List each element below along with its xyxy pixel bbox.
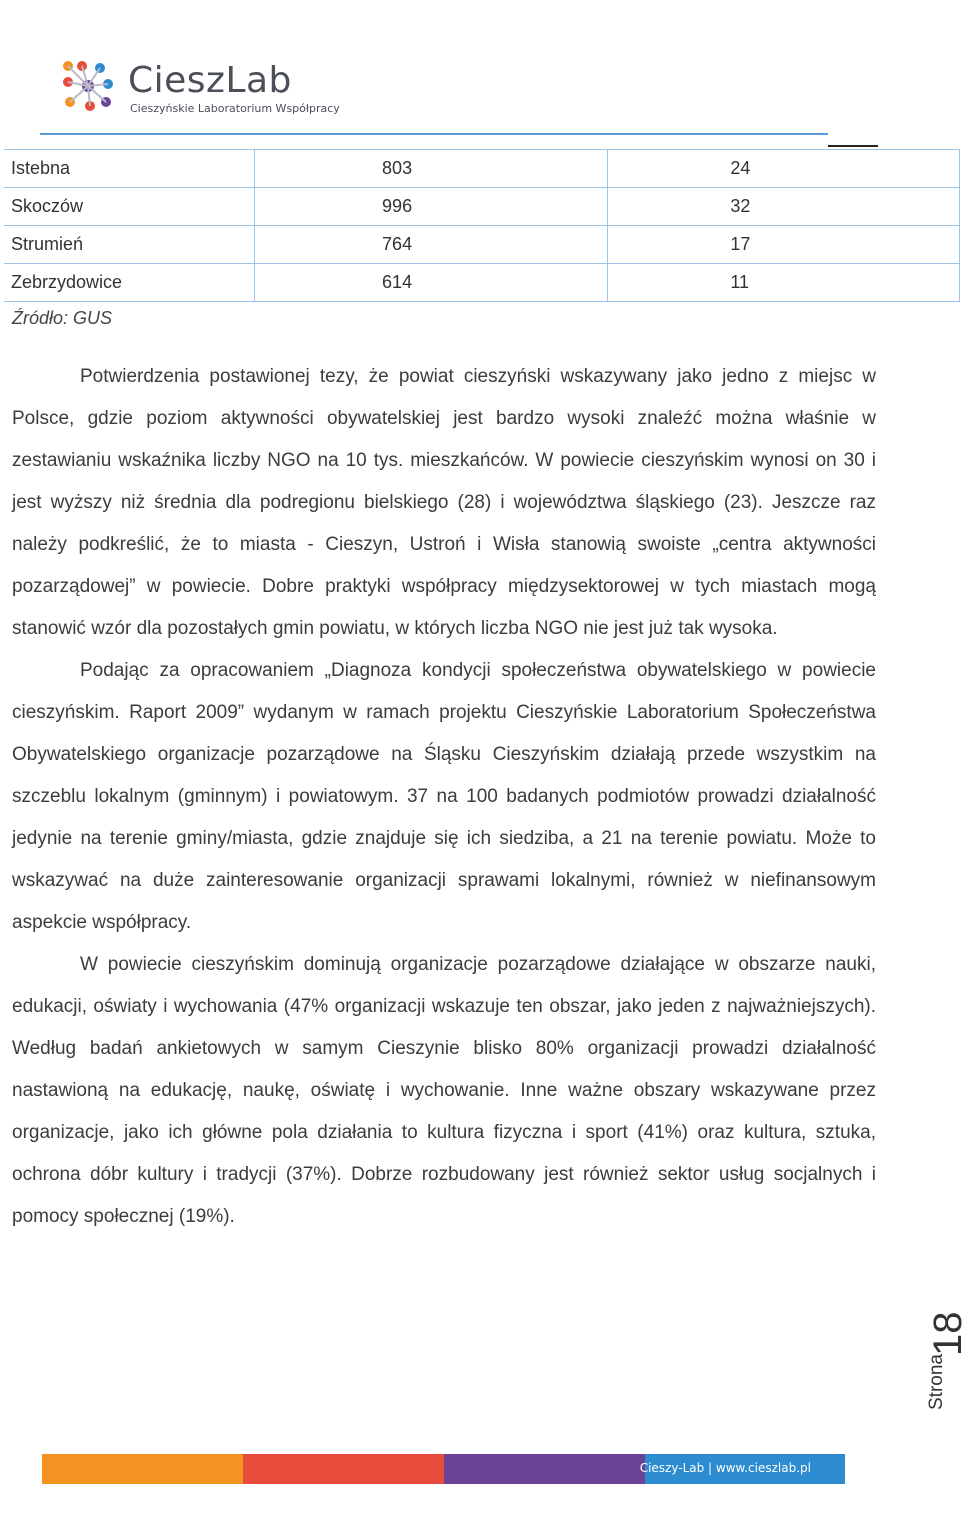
- logo-name: CieszLab: [128, 60, 292, 101]
- footer-text: Cieszy-Lab | www.cieszlab.pl: [639, 1461, 811, 1475]
- footer-segment-orange: [42, 1454, 243, 1484]
- paragraph: Podając za opracowaniem „Diagnoza kondycji społeczeństwa obywatelskiego w powiecie cieszyńskim. Raport 2009” wydanym w ramach projektu Cieszyńskie Laboratorium Społeczeństwa Obywatelskiego organizacje pozarządowe na Śląsku Cieszyńskim działają przede wszystkim na szczeblu lokalnym (gminnym) i powiatowym. 37 na 100 badanych podmiotów prowadzi działalność jedynie na terenie gminy/miasta, gdzie znajduje się ich siedziba, a 21 na terenie powiatu. Może to wskazywać na duże zainteresowanie organizacji sprawami lokalnymi, również w niefinansowym aspekcie współpracy.: [12, 660, 876, 933]
- stats-table: [4, 149, 960, 302]
- cell-value-1: 764: [255, 226, 608, 264]
- footer-segment-red: [243, 1454, 444, 1484]
- logo-tagline: Cieszyńskie Laboratorium Współpracy: [130, 102, 340, 115]
- header-divider-dark: [828, 145, 878, 147]
- cell-value-2: 24: [608, 150, 960, 188]
- cell-value-1: 803: [255, 150, 608, 188]
- table-row: [4, 150, 960, 188]
- footer-bar: [42, 1454, 845, 1484]
- footer-segment-blue: [639, 1454, 845, 1484]
- cell-municipality: Zebrzydowice: [4, 264, 255, 302]
- table-source: Źródło: GUS: [12, 308, 113, 328]
- cell-value-1: 614: [255, 264, 608, 302]
- cell-value-2: 11: [608, 264, 960, 302]
- cell-municipality: Istebna: [4, 150, 255, 188]
- table-row: [4, 188, 960, 226]
- cieszlab-logo-icon: [60, 58, 116, 114]
- table-row: [4, 226, 960, 264]
- page-number: 18: [926, 1311, 970, 1356]
- table-row: [4, 264, 960, 302]
- cell-value-1: 996: [255, 188, 608, 226]
- cell-value-2: 32: [608, 188, 960, 226]
- cieszlab-logo: [60, 58, 350, 118]
- body-text: [12, 356, 876, 1238]
- cell-value-2: 17: [608, 226, 960, 264]
- paragraph: Potwierdzenia postawionej tezy, że powiat cieszyński wskazywany jako jedno z miejsc w Polsce, gdzie poziom aktywności obywatelskiej jest bardzo wysoki znaleźć można właśnie w zestawianiu wskaźnika liczby NGO na 10 tys. mieszkańców. W powiecie cieszyńskim wynosi on 30 i jest wyższy niż średnia dla podregionu bielskiego (28) i województwa śląskiego (23). Jeszcze raz należy podkreślić, że to miasta - Cieszyn, Ustroń i Wisła stanowią swoiste „centra aktywności pozarządowej” w powiecie. Dobre praktyki współpracy międzysektorowej w tych miastach mogą stanowić wzór dla pozostałych gmin powiatu, w których liczba NGO nie jest już tak wysoka.: [12, 366, 876, 639]
- cell-municipality: Strumień: [4, 226, 255, 264]
- paragraph: W powiecie cieszyńskim dominują organizacje pozarządowe działające w obszarze nauki, edukacji, oświaty i wychowania (47% organizacji wskazuje ten obszar, jako jeden z najważniejszych). Według badań ankietowych w samym Cieszynie blisko 80% organizacji prowadzi działalność nastawioną na edukację, naukę, oświatę i wychowanie. Inne ważne obszary wskazywane przez organizacje, jako ich główne pola działania to kultura fizyczna i sport (41%) oraz kultura, sztuka, ochrona dóbr kultury i tradycji (37%). Dobrze rozbudowany jest również sektor usług socjalnych i pomocy społecznej (19%).: [12, 954, 876, 1227]
- footer-segment-purple: [444, 1454, 645, 1484]
- page-label: Strona: [926, 1354, 947, 1410]
- header-divider: [40, 133, 828, 135]
- cell-municipality: Skoczów: [4, 188, 255, 226]
